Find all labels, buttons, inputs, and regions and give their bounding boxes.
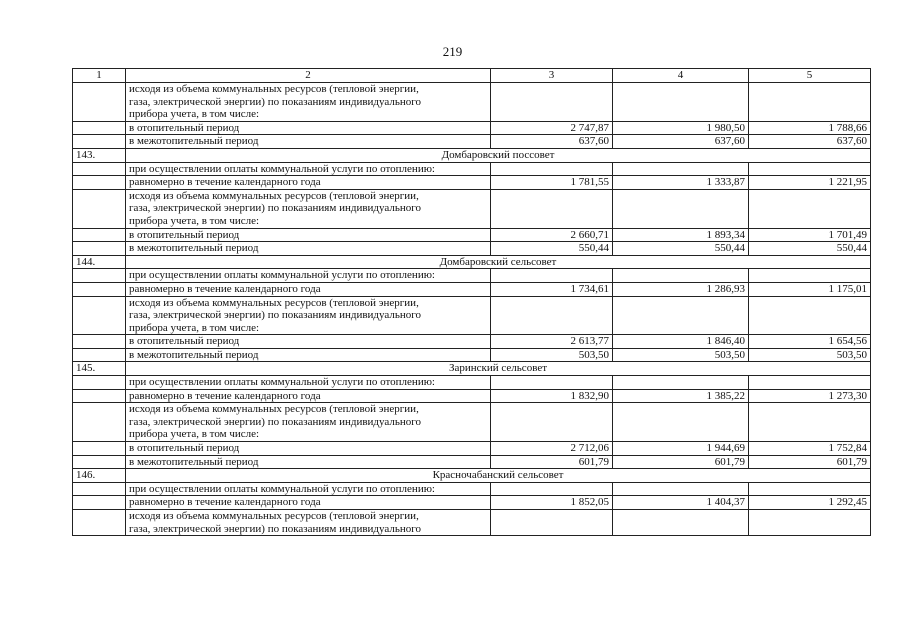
value-cell-col5-empty [749, 162, 871, 176]
section-index: 145. [73, 362, 126, 376]
table-row-uniform-payment [73, 176, 871, 190]
value-cell-col3-empty [491, 83, 613, 122]
value-cell-col3: 1 734,61 [491, 282, 613, 296]
description-line: исходя из объема коммунальных ресурсов (тепловой энергии, [129, 189, 419, 202]
value-cell-col4-empty [613, 162, 749, 176]
value-cell-col5-empty [749, 376, 871, 390]
table-row-payment-intro [73, 162, 871, 176]
label-cell: равномерно в течение календарного года [126, 389, 491, 403]
value-cell-col3: 550,44 [491, 242, 613, 256]
intro-cell: при осуществлении оплаты коммунальной услуги по отоплению: [126, 162, 491, 176]
description-line: газа, электрической энергии) по показаниям индивидуального [129, 202, 421, 215]
value-cell-col4: 1 893,34 [613, 228, 749, 242]
label-cell: равномерно в течение календарного года [126, 176, 491, 190]
label-cell: в межотопительный период [126, 135, 491, 149]
value-cell-col3-empty [491, 162, 613, 176]
value-cell-col4: 1 404,37 [613, 496, 749, 510]
value-cell-col4: 1 385,22 [613, 389, 749, 403]
value-cell-col5: 637,60 [749, 135, 871, 149]
column-header-3: 3 [491, 69, 613, 83]
index-cell-empty [73, 269, 126, 283]
label-cell: в отопительный период [126, 442, 491, 456]
value-cell-col5-empty [749, 296, 871, 335]
index-cell-empty [73, 228, 126, 242]
section-index: 144. [73, 255, 126, 269]
value-cell-col5-empty [749, 482, 871, 496]
section-title: Домбаровский сельсовет [126, 255, 871, 269]
value-cell-col4-empty [613, 376, 749, 390]
table-header-row [73, 69, 871, 83]
section-title: Заринский сельсовет [126, 362, 871, 376]
index-cell-empty [73, 135, 126, 149]
value-cell-col3-empty [491, 189, 613, 228]
value-cell-col5: 1 788,66 [749, 121, 871, 135]
value-cell-col5-empty [749, 403, 871, 442]
section-header-row [73, 469, 871, 483]
value-cell-col5: 1 292,45 [749, 496, 871, 510]
section-header-row [73, 362, 871, 376]
value-cell-col4-empty [613, 269, 749, 283]
value-cell-col4: 1 944,69 [613, 442, 749, 456]
table-row-uniform-payment [73, 389, 871, 403]
value-cell-col3: 601,79 [491, 455, 613, 469]
value-cell-col3: 2 712,06 [491, 442, 613, 456]
value-cell-col3-empty [491, 510, 613, 536]
column-header-4: 4 [613, 69, 749, 83]
value-cell-col4-empty [613, 510, 749, 536]
table-row-heating-period [73, 335, 871, 349]
tariff-table [72, 68, 871, 536]
table-row-uniform-payment [73, 282, 871, 296]
column-header-5: 5 [749, 69, 871, 83]
section-header-row [73, 255, 871, 269]
index-cell-empty [73, 496, 126, 510]
value-cell-col3: 2 613,77 [491, 335, 613, 349]
value-cell-col5: 1 752,84 [749, 442, 871, 456]
value-cell-col4-empty [613, 296, 749, 335]
value-cell-col4-empty [613, 482, 749, 496]
table-row-payment-intro [73, 482, 871, 496]
index-cell-empty [73, 482, 126, 496]
value-cell-col3-empty [491, 403, 613, 442]
value-cell-col4: 503,50 [613, 348, 749, 362]
value-cell-col3: 2 660,71 [491, 228, 613, 242]
index-cell-empty [73, 176, 126, 190]
value-cell-col4: 1 846,40 [613, 335, 749, 349]
value-cell-col5: 1 221,95 [749, 176, 871, 190]
value-cell-col5: 1 654,56 [749, 335, 871, 349]
value-cell-col5: 550,44 [749, 242, 871, 256]
value-cell-col4-empty [613, 83, 749, 122]
value-cell-col4: 601,79 [613, 455, 749, 469]
value-cell-col3-empty [491, 269, 613, 283]
section-index: 146. [73, 469, 126, 483]
value-cell-col5: 1 175,01 [749, 282, 871, 296]
value-cell-col3-empty [491, 482, 613, 496]
description-line: газа, электрической энергии) по показаниям индивидуального [129, 309, 421, 322]
page-number: 219 [442, 44, 463, 59]
description-line: прибора учета, в том числе: [129, 428, 260, 441]
description-cell [126, 189, 491, 228]
table-row-heating-period [73, 442, 871, 456]
table-row-heating-period [73, 228, 871, 242]
description-line: исходя из объема коммунальных ресурсов (тепловой энергии, [129, 83, 419, 95]
section-title: Красночабанский сельсовет [126, 469, 871, 483]
label-cell: в межотопительный период [126, 455, 491, 469]
label-cell: в отопительный период [126, 335, 491, 349]
description-line: прибора учета, в том числе: [129, 214, 260, 227]
index-cell-empty [73, 83, 126, 122]
table-row-payment-intro [73, 269, 871, 283]
table-row-heating-period [73, 121, 871, 135]
table-row-payment-intro [73, 376, 871, 390]
value-cell-col5-empty [749, 269, 871, 283]
value-cell-col5: 1 273,30 [749, 389, 871, 403]
label-cell: равномерно в течение календарного года [126, 496, 491, 510]
value-cell-col5-empty [749, 83, 871, 122]
index-cell-empty [73, 403, 126, 442]
value-cell-col5: 601,79 [749, 455, 871, 469]
description-line: прибора учета, в том числе: [129, 108, 260, 121]
table-row-off-season [73, 242, 871, 256]
index-cell-empty [73, 376, 126, 390]
value-cell-col3-empty [491, 296, 613, 335]
index-cell-empty [73, 442, 126, 456]
description-cell [126, 510, 491, 536]
column-header-2: 2 [126, 69, 491, 83]
intro-cell: при осуществлении оплаты коммунальной услуги по отоплению: [126, 376, 491, 390]
index-cell-empty [73, 242, 126, 256]
table-row-meter-description [73, 403, 871, 442]
value-cell-col5-empty [749, 189, 871, 228]
value-cell-col3-empty [491, 376, 613, 390]
index-cell-empty [73, 162, 126, 176]
index-cell-empty [73, 455, 126, 469]
table-row-off-season [73, 455, 871, 469]
table-row-meter-description [73, 83, 871, 122]
index-cell-empty [73, 389, 126, 403]
value-cell-col3: 637,60 [491, 135, 613, 149]
label-cell: равномерно в течение календарного года [126, 282, 491, 296]
section-header-row [73, 148, 871, 162]
value-cell-col4-empty [613, 403, 749, 442]
description-cell [126, 83, 491, 122]
value-cell-col4: 1 980,50 [613, 121, 749, 135]
table-row-meter-description [73, 189, 871, 228]
value-cell-col3: 1 832,90 [491, 389, 613, 403]
description-line: исходя из объема коммунальных ресурсов (тепловой энергии, [129, 403, 419, 416]
label-cell: в межотопительный период [126, 348, 491, 362]
description-line: исходя из объема коммунальных ресурсов (тепловой энергии, [129, 510, 419, 522]
table-row-uniform-payment [73, 496, 871, 510]
value-cell-col4: 1 286,93 [613, 282, 749, 296]
value-cell-col3: 1 852,05 [491, 496, 613, 510]
description-cell [126, 403, 491, 442]
index-cell-empty [73, 348, 126, 362]
value-cell-col5: 1 701,49 [749, 228, 871, 242]
description-line: исходя из объема коммунальных ресурсов (тепловой энергии, [129, 296, 419, 309]
value-cell-col5-empty [749, 510, 871, 536]
index-cell-empty [73, 510, 126, 536]
index-cell-empty [73, 121, 126, 135]
value-cell-col4-empty [613, 189, 749, 228]
description-line: газа, электрической энергии) по показаниям индивидуального [129, 95, 421, 108]
value-cell-col4: 637,60 [613, 135, 749, 149]
value-cell-col3: 2 747,87 [491, 121, 613, 135]
index-cell-empty [73, 335, 126, 349]
value-cell-col3: 1 781,55 [491, 176, 613, 190]
section-index: 143. [73, 148, 126, 162]
value-cell-col5: 503,50 [749, 348, 871, 362]
description-line: газа, электрической энергии) по показаниям индивидуального [129, 522, 421, 535]
label-cell: в отопительный период [126, 121, 491, 135]
value-cell-col4: 550,44 [613, 242, 749, 256]
table-row-meter-description [73, 510, 871, 536]
value-cell-col4: 1 333,87 [613, 176, 749, 190]
index-cell-empty [73, 189, 126, 228]
index-cell-empty [73, 282, 126, 296]
column-header-1: 1 [73, 69, 126, 83]
description-line: прибора учета, в том числе: [129, 321, 260, 334]
intro-cell: при осуществлении оплаты коммунальной услуги по отоплению: [126, 482, 491, 496]
section-title: Домбаровский поссовет [126, 148, 871, 162]
description-line: газа, электрической энергии) по показаниям индивидуального [129, 415, 421, 428]
value-cell-col3: 503,50 [491, 348, 613, 362]
table-row-off-season [73, 348, 871, 362]
description-cell [126, 296, 491, 335]
label-cell: в отопительный период [126, 228, 491, 242]
label-cell: в межотопительный период [126, 242, 491, 256]
table-row-meter-description [73, 296, 871, 335]
intro-cell: при осуществлении оплаты коммунальной услуги по отоплению: [126, 269, 491, 283]
table-row-off-season [73, 135, 871, 149]
index-cell-empty [73, 296, 126, 335]
